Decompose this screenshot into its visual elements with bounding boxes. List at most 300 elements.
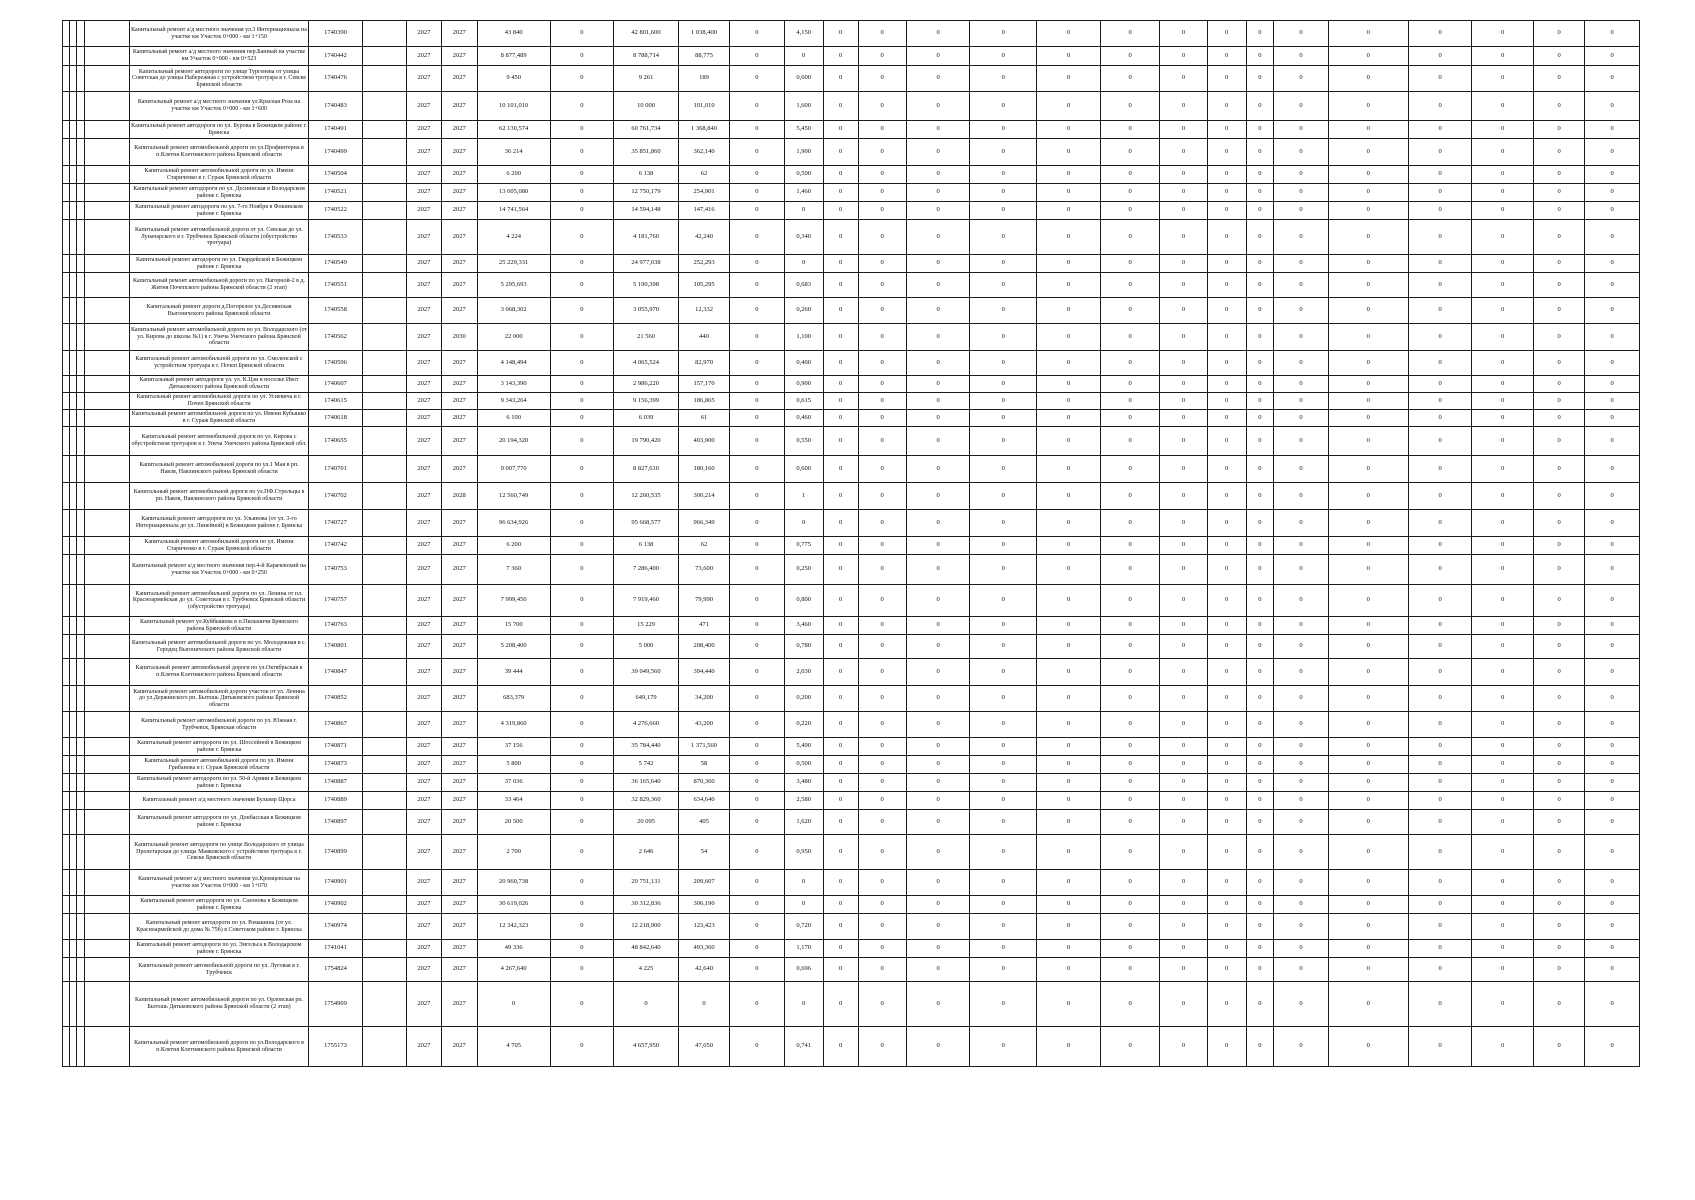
zero-value-cell: 0 (906, 555, 970, 585)
zero-value-cell: 0 (1037, 555, 1101, 585)
zero-value-cell: 0 (1207, 427, 1246, 456)
zero-value-cell: 0 (1160, 810, 1207, 835)
object-name-cell: Капитальный ремонт а/д местного значения пер.4-й Карачевский на участке км Участок 0+000 - км 0+250 (129, 555, 309, 585)
zero-value-cell: 0 (1037, 659, 1101, 686)
zero-value-cell: 0 (906, 66, 970, 92)
zero-value-cell: 0 (823, 510, 858, 537)
zero-value-cell: 0 (1160, 273, 1207, 298)
zero-value-cell: 0 (906, 510, 970, 537)
empty-cell (70, 896, 77, 914)
empty-cell (77, 756, 84, 774)
zero-value-cell: 0 (1037, 510, 1101, 537)
object-code-cell: 1740887 (309, 774, 362, 792)
object-code-cell: 1740551 (309, 273, 362, 298)
local-cell: 62 (678, 166, 729, 184)
zero-value-cell: 0 (1207, 958, 1246, 982)
zero-value-cell: 0 (1472, 273, 1534, 298)
empty-cell (70, 537, 77, 555)
zero-value-cell: 0 (970, 47, 1037, 66)
zero-value-cell: 0 (970, 121, 1037, 139)
year-start-cell: 2027 (406, 810, 441, 835)
regional-cell: 4 181,760 (614, 220, 679, 255)
zero-value-cell: 0 (1534, 510, 1585, 537)
zero-value-cell: 0 (1207, 774, 1246, 792)
zero-value-cell: 0 (823, 220, 858, 255)
zero-value-cell: 0 (823, 555, 858, 585)
object-code-cell: 1740742 (309, 537, 362, 555)
zero-value-cell: 0 (1160, 896, 1207, 914)
zero-value-cell: 0 (1100, 896, 1160, 914)
empty-cell (362, 393, 406, 410)
year-start-cell: 2027 (406, 298, 441, 324)
table-row (63, 21, 1640, 47)
zero-value-cell: 0 (970, 202, 1037, 220)
zero-value-cell: 0 (1408, 635, 1472, 659)
year-end-cell: 2027 (441, 66, 477, 92)
empty-cell (362, 635, 406, 659)
zero-value-cell: 0 (1408, 774, 1472, 792)
zero-value-cell: 0 (1534, 738, 1585, 756)
empty-cell (362, 756, 406, 774)
zero-value-cell: 0 (906, 617, 970, 635)
empty-cell (362, 47, 406, 66)
year-start-cell: 2027 (406, 585, 441, 617)
length-cell: 1,460 (784, 184, 823, 202)
zero-value-cell: 0 (1585, 958, 1640, 982)
regional-cell: 42 801,600 (614, 21, 679, 47)
year-start-cell: 2027 (406, 686, 441, 712)
object-name-cell: Капитальный ремонт а/д местного значения ул.Кромцевская на участке км Участок 0+000 - км 1+070 (129, 870, 309, 896)
zero-value-cell: 0 (1534, 21, 1585, 47)
empty-cell (63, 914, 70, 940)
federal-cell: 0 (550, 537, 614, 555)
empty-cell (362, 659, 406, 686)
empty-cell (84, 483, 129, 510)
empty-cell (77, 393, 84, 410)
total-cost-cell: 33 464 (477, 792, 550, 810)
total-cost-cell: 0 (477, 982, 550, 1027)
regional-cell: 4 065,524 (614, 351, 679, 376)
zero-value-cell: 0 (906, 870, 970, 896)
federal-cell: 0 (550, 958, 614, 982)
object-code-cell: 1740499 (309, 139, 362, 166)
other-cell: 0 (730, 456, 784, 483)
regional-cell: 2 646 (614, 835, 679, 870)
year-start-cell: 2027 (406, 774, 441, 792)
empty-cell (77, 410, 84, 427)
zero-value-cell: 0 (1274, 220, 1328, 255)
zero-value-cell: 0 (1472, 456, 1534, 483)
zero-value-cell: 0 (1585, 139, 1640, 166)
zero-value-cell: 0 (1408, 255, 1472, 273)
object-name-cell: Капитальный ремонт автомобильной дороги от ул. Севская до ул. Луначарского в г. Трубчевск Брянской области (обустройство тротуара) (129, 220, 309, 255)
zero-value-cell: 0 (1207, 982, 1246, 1027)
federal-cell: 0 (550, 92, 614, 121)
zero-value-cell: 0 (1207, 483, 1246, 510)
total-cost-cell: 8 877,489 (477, 47, 550, 66)
length-cell: 0,600 (784, 456, 823, 483)
zero-value-cell: 0 (1246, 376, 1274, 393)
local-cell: 440 (678, 324, 729, 351)
zero-value-cell: 0 (823, 66, 858, 92)
year-end-cell: 2027 (441, 982, 477, 1027)
zero-value-cell: 0 (1328, 617, 1408, 635)
zero-value-cell: 0 (823, 47, 858, 66)
zero-value-cell: 0 (823, 617, 858, 635)
zero-value-cell: 0 (1534, 351, 1585, 376)
empty-cell (362, 792, 406, 810)
regional-cell: 3 055,970 (614, 298, 679, 324)
empty-cell (63, 410, 70, 427)
zero-value-cell: 0 (823, 92, 858, 121)
zero-value-cell: 0 (1246, 410, 1274, 427)
zero-value-cell: 0 (1160, 376, 1207, 393)
empty-cell (63, 456, 70, 483)
zero-value-cell: 0 (823, 712, 858, 738)
zero-value-cell: 0 (1100, 914, 1160, 940)
federal-cell: 0 (550, 686, 614, 712)
object-name-cell: Капитальный ремонт автодороги по улице Володарского от улицы Пролетарская до улицы Маяковского с устройством тротуара в г. Севске Брянской области (129, 835, 309, 870)
zero-value-cell: 0 (823, 835, 858, 870)
zero-value-cell: 0 (1274, 483, 1328, 510)
zero-value-cell: 0 (858, 139, 906, 166)
zero-value-cell: 0 (1160, 712, 1207, 738)
empty-cell (70, 1027, 77, 1067)
zero-value-cell: 0 (1274, 617, 1328, 635)
empty-cell (362, 376, 406, 393)
total-cost-cell: 7 999,450 (477, 585, 550, 617)
regional-cell: 32 829,360 (614, 792, 679, 810)
year-end-cell: 2027 (441, 635, 477, 659)
zero-value-cell: 0 (1274, 555, 1328, 585)
zero-value-cell: 0 (1274, 982, 1328, 1027)
federal-cell: 0 (550, 220, 614, 255)
zero-value-cell: 0 (1246, 166, 1274, 184)
regional-cell: 7 919,460 (614, 585, 679, 617)
zero-value-cell: 0 (1328, 66, 1408, 92)
zero-value-cell: 0 (970, 510, 1037, 537)
zero-value-cell: 0 (970, 914, 1037, 940)
zero-value-cell: 0 (1246, 220, 1274, 255)
empty-cell (63, 835, 70, 870)
zero-value-cell: 0 (1037, 914, 1101, 940)
object-code-cell: 1740390 (309, 21, 362, 47)
zero-value-cell: 0 (1585, 914, 1640, 940)
empty-cell (63, 220, 70, 255)
local-cell: 73,600 (678, 555, 729, 585)
zero-value-cell: 0 (1100, 255, 1160, 273)
length-cell: 0,500 (784, 166, 823, 184)
year-start-cell: 2027 (406, 537, 441, 555)
table-row (63, 982, 1640, 1027)
zero-value-cell: 0 (1246, 870, 1274, 896)
zero-value-cell: 0 (1160, 870, 1207, 896)
object-code-cell: 1740801 (309, 635, 362, 659)
zero-value-cell: 0 (1207, 792, 1246, 810)
zero-value-cell: 0 (1534, 870, 1585, 896)
total-cost-cell: 12 342,323 (477, 914, 550, 940)
year-end-cell: 2027 (441, 810, 477, 835)
zero-value-cell: 0 (1100, 376, 1160, 393)
zero-value-cell: 0 (1160, 940, 1207, 958)
zero-value-cell: 0 (1328, 273, 1408, 298)
other-cell: 0 (730, 659, 784, 686)
zero-value-cell: 0 (1246, 255, 1274, 273)
regional-cell: 2 986,220 (614, 376, 679, 393)
zero-value-cell: 0 (858, 202, 906, 220)
zero-value-cell: 0 (1534, 121, 1585, 139)
local-cell: 870,360 (678, 774, 729, 792)
year-end-cell: 2027 (441, 659, 477, 686)
regional-cell: 12 260,535 (614, 483, 679, 510)
zero-value-cell: 0 (906, 810, 970, 835)
zero-value-cell: 0 (1408, 510, 1472, 537)
zero-value-cell: 0 (858, 21, 906, 47)
zero-value-cell: 0 (1585, 184, 1640, 202)
empty-cell (63, 393, 70, 410)
table-row (63, 635, 1640, 659)
length-cell: 0,400 (784, 351, 823, 376)
zero-value-cell: 0 (1207, 635, 1246, 659)
object-name-cell: Капитальный ремонт автомобильной дороги по ул.Володарского в п.Клетня Клетнянского района Брянской области (129, 1027, 309, 1067)
regional-cell: 5 000 (614, 635, 679, 659)
empty-cell (362, 870, 406, 896)
zero-value-cell: 0 (1100, 351, 1160, 376)
federal-cell: 0 (550, 792, 614, 810)
length-cell: 1,170 (784, 940, 823, 958)
year-start-cell: 2027 (406, 555, 441, 585)
zero-value-cell: 0 (1408, 376, 1472, 393)
zero-value-cell: 0 (906, 659, 970, 686)
zero-value-cell: 0 (1160, 617, 1207, 635)
zero-value-cell: 0 (1207, 896, 1246, 914)
zero-value-cell: 0 (1408, 66, 1472, 92)
federal-cell: 0 (550, 870, 614, 896)
empty-cell (84, 393, 129, 410)
zero-value-cell: 0 (970, 410, 1037, 427)
object-name-cell: Капитальный ремонт автодороги по ул. Деснинская в Володарском районе г. Брянска (129, 184, 309, 202)
regional-cell: 60 761,734 (614, 121, 679, 139)
zero-value-cell: 0 (1100, 537, 1160, 555)
regional-cell: 20 751,131 (614, 870, 679, 896)
empty-cell (70, 184, 77, 202)
empty-cell (70, 273, 77, 298)
regional-cell: 9 156,399 (614, 393, 679, 410)
zero-value-cell: 0 (970, 774, 1037, 792)
zero-value-cell: 0 (1246, 427, 1274, 456)
local-cell: 252,293 (678, 255, 729, 273)
zero-value-cell: 0 (1246, 510, 1274, 537)
zero-value-cell: 0 (1160, 427, 1207, 456)
empty-cell (77, 555, 84, 585)
zero-value-cell: 0 (1160, 774, 1207, 792)
empty-cell (84, 456, 129, 483)
zero-value-cell: 0 (1207, 585, 1246, 617)
zero-value-cell: 0 (970, 870, 1037, 896)
empty-cell (84, 756, 129, 774)
zero-value-cell: 0 (858, 659, 906, 686)
zero-value-cell: 0 (858, 66, 906, 92)
zero-value-cell: 0 (1160, 792, 1207, 810)
length-cell: 0,800 (784, 585, 823, 617)
zero-value-cell: 0 (1160, 393, 1207, 410)
zero-value-cell: 0 (1207, 659, 1246, 686)
empty-cell (70, 483, 77, 510)
length-cell: 0,340 (784, 220, 823, 255)
object-name-cell: Капитальный ремонт автомобильной дороги по ул. Луговая в г. Трубчевск (129, 958, 309, 982)
table-row (63, 121, 1640, 139)
zero-value-cell: 0 (1037, 617, 1101, 635)
zero-value-cell: 0 (823, 982, 858, 1027)
zero-value-cell: 0 (1408, 792, 1472, 810)
empty-cell (63, 92, 70, 121)
table-row (63, 273, 1640, 298)
zero-value-cell: 0 (1037, 686, 1101, 712)
local-cell: 1 368,840 (678, 121, 729, 139)
other-cell: 0 (730, 537, 784, 555)
zero-value-cell: 0 (1534, 298, 1585, 324)
total-cost-cell: 49 336 (477, 940, 550, 958)
zero-value-cell: 0 (1207, 66, 1246, 92)
federal-cell: 0 (550, 121, 614, 139)
zero-value-cell: 0 (1274, 792, 1328, 810)
empty-cell (362, 914, 406, 940)
zero-value-cell: 0 (823, 202, 858, 220)
zero-value-cell: 0 (1328, 870, 1408, 896)
zero-value-cell: 0 (1585, 896, 1640, 914)
zero-value-cell: 0 (1408, 427, 1472, 456)
zero-value-cell: 0 (823, 166, 858, 184)
zero-value-cell: 0 (1408, 351, 1472, 376)
federal-cell: 0 (550, 166, 614, 184)
zero-value-cell: 0 (970, 635, 1037, 659)
zero-value-cell: 0 (970, 456, 1037, 483)
zero-value-cell: 0 (970, 427, 1037, 456)
zero-value-cell: 0 (970, 896, 1037, 914)
zero-value-cell: 0 (1100, 870, 1160, 896)
zero-value-cell: 0 (1274, 184, 1328, 202)
length-cell: 0,500 (784, 756, 823, 774)
year-end-cell: 2027 (441, 166, 477, 184)
zero-value-cell: 0 (1207, 712, 1246, 738)
zero-value-cell: 0 (970, 21, 1037, 47)
empty-cell (70, 914, 77, 940)
zero-value-cell: 0 (1585, 738, 1640, 756)
zero-value-cell: 0 (1160, 298, 1207, 324)
regional-cell: 19 790,420 (614, 427, 679, 456)
year-end-cell: 2027 (441, 940, 477, 958)
empty-cell (77, 324, 84, 351)
table-row (63, 617, 1640, 635)
zero-value-cell: 0 (1408, 184, 1472, 202)
object-code-cell: 1740873 (309, 756, 362, 774)
empty-cell (63, 792, 70, 810)
zero-value-cell: 0 (858, 220, 906, 255)
other-cell: 0 (730, 585, 784, 617)
federal-cell: 0 (550, 393, 614, 410)
object-code-cell: 1740902 (309, 896, 362, 914)
zero-value-cell: 0 (858, 410, 906, 427)
other-cell: 0 (730, 510, 784, 537)
empty-cell (362, 585, 406, 617)
zero-value-cell: 0 (1037, 835, 1101, 870)
zero-value-cell: 0 (1585, 393, 1640, 410)
empty-cell (362, 810, 406, 835)
zero-value-cell: 0 (1207, 1027, 1246, 1067)
year-end-cell: 2027 (441, 792, 477, 810)
year-end-cell: 2027 (441, 21, 477, 47)
length-cell: 0 (784, 982, 823, 1027)
zero-value-cell: 0 (1100, 792, 1160, 810)
local-cell: 394,440 (678, 659, 729, 686)
zero-value-cell: 0 (1100, 166, 1160, 184)
table-row (63, 1027, 1640, 1067)
object-code-cell: 1740727 (309, 510, 362, 537)
length-cell: 0 (784, 255, 823, 273)
empty-cell (362, 92, 406, 121)
zero-value-cell: 0 (1100, 273, 1160, 298)
zero-value-cell: 0 (1328, 774, 1408, 792)
empty-cell (77, 21, 84, 47)
other-cell: 0 (730, 184, 784, 202)
empty-cell (63, 121, 70, 139)
zero-value-cell: 0 (1160, 555, 1207, 585)
year-start-cell: 2027 (406, 410, 441, 427)
zero-value-cell: 0 (823, 139, 858, 166)
zero-value-cell: 0 (858, 537, 906, 555)
zero-value-cell: 0 (858, 273, 906, 298)
zero-value-cell: 0 (1160, 255, 1207, 273)
zero-value-cell: 0 (1037, 1027, 1101, 1067)
zero-value-cell: 0 (1207, 47, 1246, 66)
zero-value-cell: 0 (1207, 835, 1246, 870)
zero-value-cell: 0 (1585, 686, 1640, 712)
local-cell: 147,416 (678, 202, 729, 220)
empty-cell (84, 585, 129, 617)
empty-cell (84, 1027, 129, 1067)
zero-value-cell: 0 (1585, 712, 1640, 738)
year-end-cell: 2028 (441, 483, 477, 510)
zero-value-cell: 0 (1408, 298, 1472, 324)
zero-value-cell: 0 (1328, 427, 1408, 456)
zero-value-cell: 0 (1207, 870, 1246, 896)
regional-cell: 12 218,900 (614, 914, 679, 940)
zero-value-cell: 0 (970, 659, 1037, 686)
local-cell: 186,865 (678, 393, 729, 410)
other-cell: 0 (730, 914, 784, 940)
other-cell: 0 (730, 351, 784, 376)
federal-cell: 0 (550, 273, 614, 298)
year-start-cell: 2027 (406, 92, 441, 121)
other-cell: 0 (730, 982, 784, 1027)
zero-value-cell: 0 (858, 635, 906, 659)
zero-value-cell: 0 (970, 982, 1037, 1027)
year-end-cell: 2027 (441, 1027, 477, 1067)
zero-value-cell: 0 (1037, 21, 1101, 47)
zero-value-cell: 0 (1408, 537, 1472, 555)
zero-value-cell: 0 (1328, 835, 1408, 870)
empty-cell (84, 810, 129, 835)
local-cell: 62 (678, 537, 729, 555)
regional-cell: 5 190,398 (614, 273, 679, 298)
zero-value-cell: 0 (1037, 585, 1101, 617)
zero-value-cell: 0 (1274, 1027, 1328, 1067)
length-cell: 0,900 (784, 376, 823, 393)
zero-value-cell: 0 (1472, 537, 1534, 555)
empty-cell (70, 298, 77, 324)
zero-value-cell: 0 (1274, 635, 1328, 659)
zero-value-cell: 0 (1207, 166, 1246, 184)
